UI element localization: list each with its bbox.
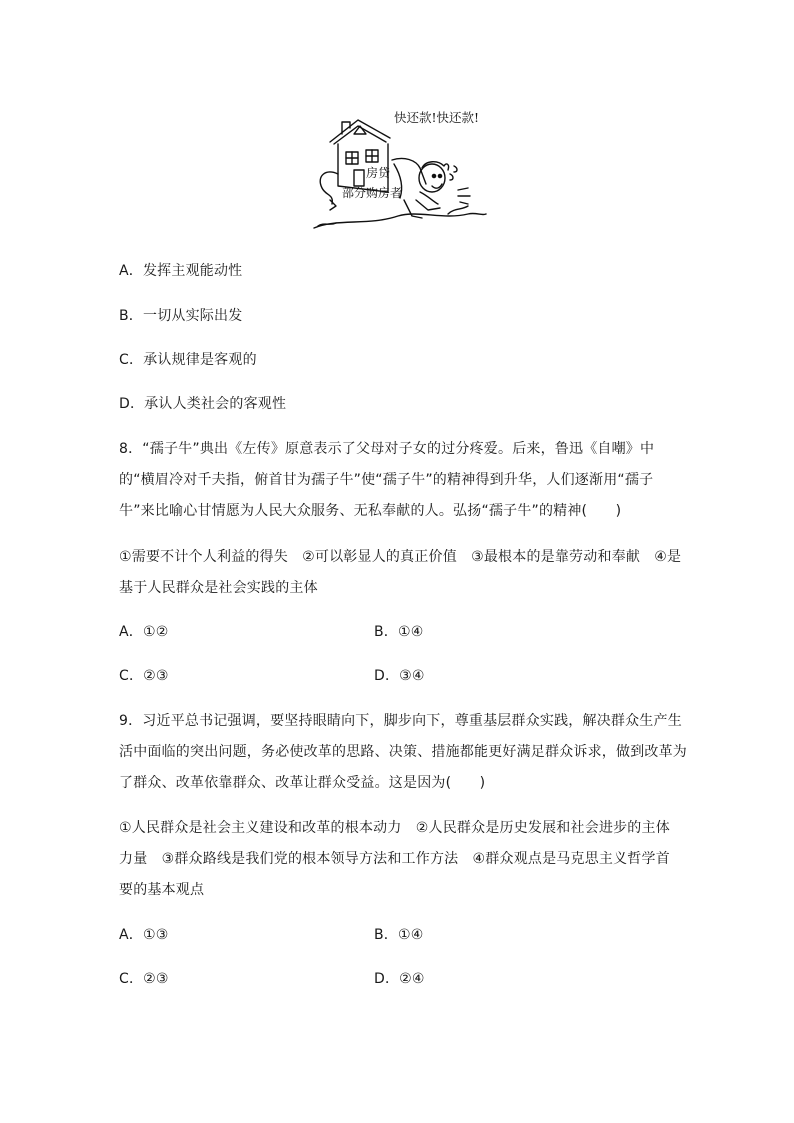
cartoon-illustration — [308, 104, 490, 232]
q9-option-d[interactable]: D．②④ — [374, 971, 425, 987]
q7-option-c[interactable]: C．承认规律是客观的 — [119, 352, 257, 368]
cartoon-caption: 快还款!快还款! — [394, 110, 480, 125]
q9-statements-line-1: ①人民群众是社会主义建设和改革的根本动力 ②人民群众是历史发展和社会进步的主体 — [119, 820, 670, 836]
q7-option-b[interactable]: B．一切从实际出发 — [119, 308, 243, 324]
q7-option-d[interactable]: D．承认人类社会的客观性 — [119, 396, 287, 412]
q7-option-a[interactable]: A．发挥主观能动性 — [119, 263, 243, 279]
q9-option-a[interactable]: A．①③ — [119, 927, 169, 943]
q9-statements-line-2: 力量 ③群众路线是我们党的根本领导方法和工作方法 ④群众观点是马克思主义哲学首 — [119, 851, 670, 867]
q9-stem-line-2: 活中面临的突出问题，务必使改革的思路、决策、措施都能更好满足群众诉求，做到改革为 — [119, 744, 687, 760]
cartoon-label-house-loan: 房贷 — [366, 166, 391, 180]
q9-option-c[interactable]: C．②③ — [119, 971, 169, 987]
q8-option-b[interactable]: B．①④ — [374, 624, 424, 640]
q8-option-c[interactable]: C．②③ — [119, 668, 169, 684]
q9-stem-line-3: 了群众、改革依靠群众、改革让群众受益。这是因为( ) — [119, 775, 486, 791]
q8-stem-line-1: 8．“孺子牛”典出《左传》原意表示了父母对子女的过分疼爱。后来，鲁迅《自嘲》中 — [119, 441, 655, 457]
q8-stem-line-2: 的“横眉冷对千夫指，俯首甘为孺子牛”使“孺子牛”的精神得到升华，人们逐渐用“孺子 — [119, 472, 654, 488]
cartoon-label-partial-buyer: 部分购房者 — [342, 186, 403, 200]
q8-option-d[interactable]: D．③④ — [374, 668, 425, 684]
q9-option-b[interactable]: B．①④ — [374, 927, 424, 943]
q8-stem-line-3: 牛”来比喻心甘情愿为人民大众服务、无私奉献的人。弘扬“孺子牛”的精神( ) — [119, 503, 622, 519]
q9-stem-line-1: 9．习近平总书记强调，要坚持眼睛向下，脚步向下，尊重基层群众实践，解决群众生产生 — [119, 713, 682, 729]
house-on-back-cartoon-icon — [308, 104, 490, 232]
q9-statements-line-3: 要的基本观点 — [119, 882, 205, 898]
q8-option-a[interactable]: A．①② — [119, 624, 169, 640]
q8-statements-line-2: 基于人民群众是社会实践的主体 — [119, 580, 318, 596]
q8-statements-line-1: ①需要不计个人利益的得失 ②可以彰显人的真正价值 ③最根本的是靠劳动和奉献 ④是 — [119, 549, 682, 565]
